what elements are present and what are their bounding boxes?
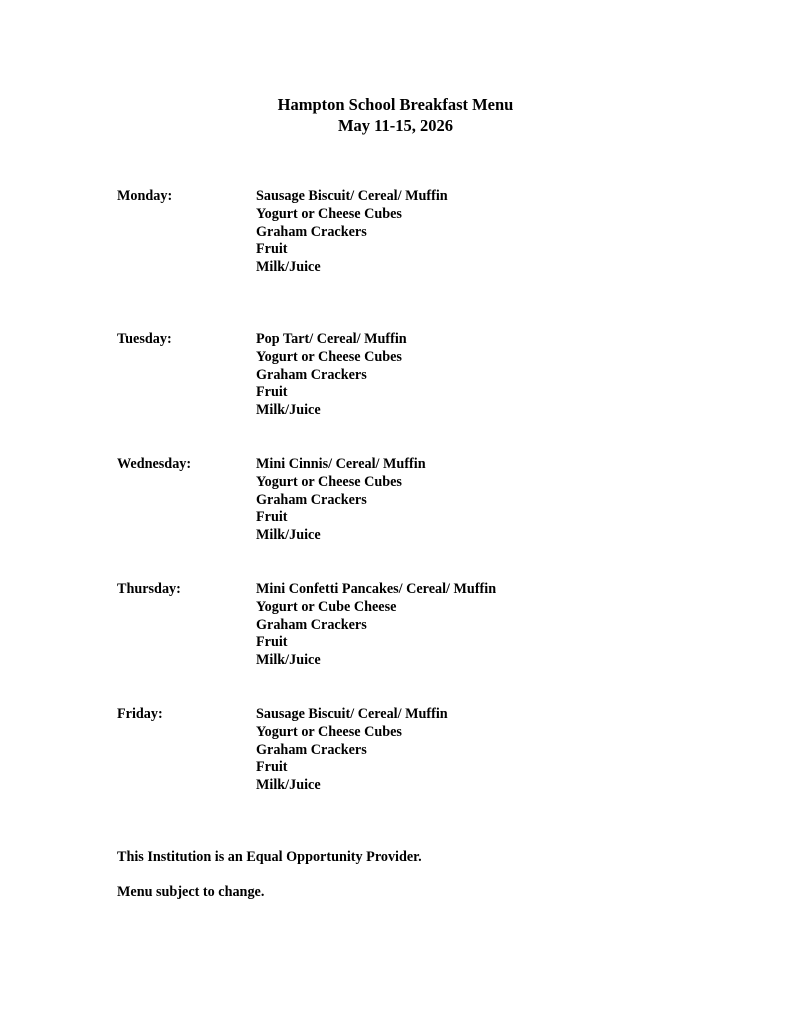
- menu-item: Fruit: [256, 384, 288, 401]
- menu-item: Fruit: [256, 634, 288, 651]
- menu-item: Graham Crackers: [256, 741, 367, 758]
- menu-item: Sausage Biscuit/ Cereal/ Muffin: [256, 188, 448, 204]
- menu-item: Graham Crackers: [256, 223, 367, 240]
- menu-item: Yogurt or Cube Cheese: [256, 598, 397, 615]
- menu-item: Yogurt or Cheese Cubes: [256, 473, 402, 490]
- menu-item: Yogurt or Cheese Cubes: [256, 723, 402, 740]
- menu-items-list: [256, 581, 756, 670]
- menu-items-list: [256, 456, 756, 545]
- day-label: Thursday:: [117, 581, 181, 597]
- day-label: Monday:: [117, 188, 173, 204]
- menu-items-list: [256, 188, 756, 277]
- menu-item: Milk/Juice: [256, 652, 321, 669]
- menu-item: Sausage Biscuit/ Cereal/ Muffin: [256, 706, 448, 722]
- menu-item: Milk/Juice: [256, 777, 321, 794]
- menu-item: Yogurt or Cheese Cubes: [256, 348, 402, 365]
- menu-item: Milk/Juice: [256, 527, 321, 544]
- menu-item: Yogurt or Cheese Cubes: [256, 205, 402, 222]
- menu-item: Graham Crackers: [256, 616, 367, 633]
- menu-item: Mini Cinnis/ Cereal/ Muffin: [256, 456, 426, 472]
- menu-items-list: [256, 331, 756, 420]
- menu-disclaimer: Menu subject to change.: [117, 884, 265, 900]
- date-range: May 11-15, 2026: [337, 116, 454, 135]
- menu-header: [0, 94, 791, 136]
- menu-item: Milk/Juice: [256, 259, 321, 276]
- equal-opportunity-statement: This Institution is an Equal Opportunity Provider.: [117, 849, 422, 865]
- menu-item: Graham Crackers: [256, 491, 367, 508]
- menu-item: Fruit: [256, 759, 288, 776]
- menu-items-list: [256, 706, 756, 795]
- menu-item: Mini Confetti Pancakes/ Cereal/ Muffin: [256, 581, 497, 597]
- menu-item: Milk/Juice: [256, 402, 321, 419]
- day-label: Friday:: [117, 706, 163, 722]
- menu-item: Fruit: [256, 509, 288, 526]
- menu-item: Pop Tart/ Cereal/ Muffin: [256, 331, 407, 347]
- menu-item: Fruit: [256, 241, 288, 258]
- page-title: Hampton School Breakfast Menu: [277, 95, 514, 114]
- day-label: Tuesday:: [117, 331, 172, 347]
- day-label: Wednesday:: [117, 456, 192, 472]
- menu-item: Graham Crackers: [256, 366, 367, 383]
